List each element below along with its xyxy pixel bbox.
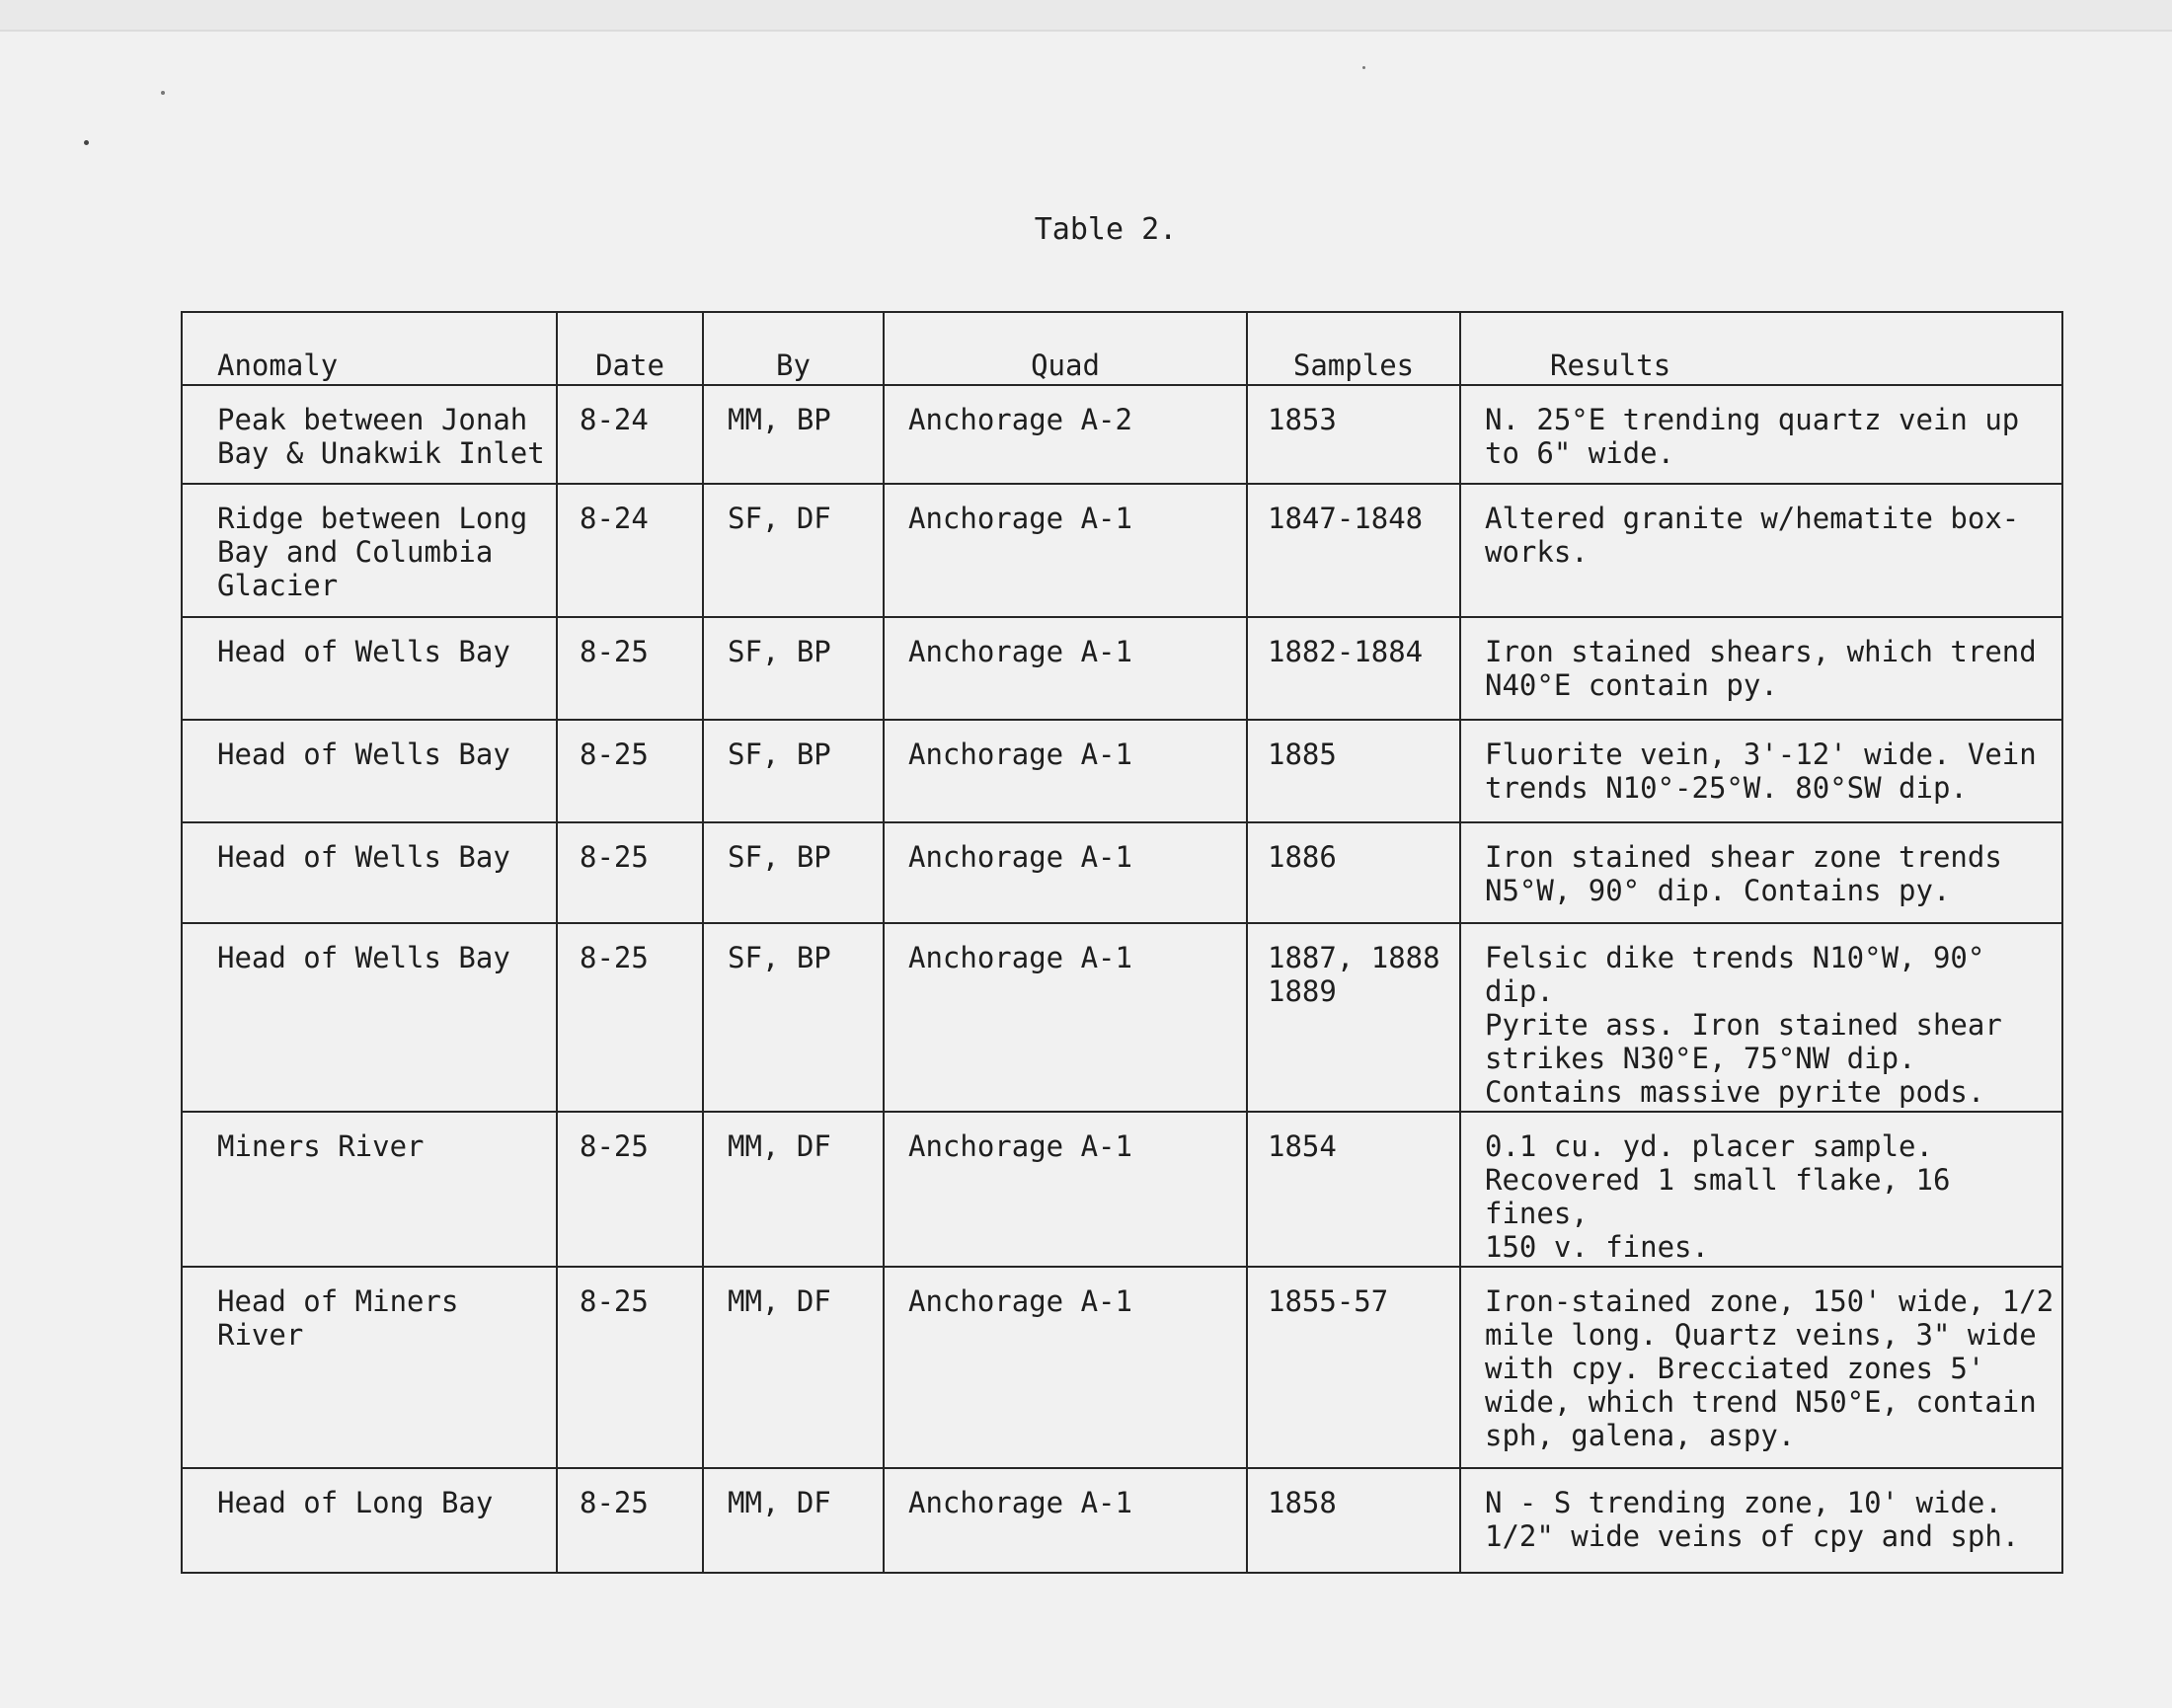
cell-anomaly: Ridge between Long Bay and Columbia Glacier [182, 484, 557, 617]
cell-quad: Anchorage A-2 [884, 385, 1247, 484]
cell-results: Fluorite vein, 3'-12' wide. Vein trends N10°-25°W. 80°SW dip. [1460, 720, 2062, 822]
table-row [182, 484, 2062, 617]
cell-samples: 1882-1884 [1247, 617, 1460, 720]
cell-samples: 1854 [1247, 1112, 1460, 1267]
cell-date: 8-24 [557, 385, 703, 484]
cell-by: MM, BP [703, 385, 884, 484]
cell-date: 8-25 [557, 1112, 703, 1267]
cell-by: SF, BP [703, 822, 884, 923]
table-row [182, 1468, 2062, 1573]
cell-samples: 1885 [1247, 720, 1460, 822]
cell-by: SF, BP [703, 617, 884, 720]
cell-quad: Anchorage A-1 [884, 1468, 1247, 1573]
cell-quad: Anchorage A-1 [884, 822, 1247, 923]
table-header-row [182, 312, 2062, 385]
cell-samples: 1886 [1247, 822, 1460, 923]
cell-results: Iron stained shear zone trends N5°W, 90° dip. Contains py. [1460, 822, 2062, 923]
header-anomaly: Anomaly [182, 312, 557, 385]
scan-speck [161, 91, 165, 95]
cell-anomaly: Head of Wells Bay [182, 822, 557, 923]
cell-samples: 1855-57 [1247, 1267, 1460, 1468]
cell-date: 8-25 [557, 1267, 703, 1468]
cell-quad: Anchorage A-1 [884, 617, 1247, 720]
scan-speck [84, 140, 89, 145]
cell-results: N. 25°E trending quartz vein up to 6" wide. [1460, 385, 2062, 484]
table-row [182, 720, 2062, 822]
cell-results: Iron-stained zone, 150' wide, 1/2 mile long. Quartz veins, 3" wide with cpy. Brecciated zones 5' wide, which trend N50°E, contain sph, galena, aspy. [1460, 1267, 2062, 1468]
cell-anomaly: Head of Miners River [182, 1267, 557, 1468]
table-title: Table 2. [1034, 212, 1178, 247]
cell-anomaly: Head of Long Bay [182, 1468, 557, 1573]
table-row [182, 1112, 2062, 1267]
header-date: Date [557, 312, 703, 385]
cell-quad: Anchorage A-1 [884, 1112, 1247, 1267]
cell-results: Altered granite w/hematite box- works. [1460, 484, 2062, 617]
cell-by: MM, DF [703, 1112, 884, 1267]
cell-samples: 1887, 1888 1889 [1247, 923, 1460, 1112]
table-row [182, 1267, 2062, 1468]
anomaly-table [181, 311, 2063, 1574]
header-results: Results [1460, 312, 2062, 385]
cell-by: SF, DF [703, 484, 884, 617]
table-row [182, 822, 2062, 923]
cell-quad: Anchorage A-1 [884, 923, 1247, 1112]
cell-results: N - S trending zone, 10' wide. 1/2" wide veins of cpy and sph. [1460, 1468, 2062, 1573]
cell-anomaly: Head of Wells Bay [182, 923, 557, 1112]
table-row [182, 617, 2062, 720]
cell-date: 8-24 [557, 484, 703, 617]
cell-anomaly: Miners River [182, 1112, 557, 1267]
cell-date: 8-25 [557, 822, 703, 923]
cell-anomaly: Peak between Jonah Bay & Unakwik Inlet [182, 385, 557, 484]
cell-samples: 1853 [1247, 385, 1460, 484]
header-quad: Quad [884, 312, 1247, 385]
cell-date: 8-25 [557, 923, 703, 1112]
cell-results: Iron stained shears, which trend N40°E contain py. [1460, 617, 2062, 720]
cell-anomaly: Head of Wells Bay [182, 617, 557, 720]
cell-by: MM, DF [703, 1468, 884, 1573]
cell-results: Felsic dike trends N10°W, 90° dip. Pyrite ass. Iron stained shear strikes N30°E, 75°NW dip. Contains massive pyrite pods. [1460, 923, 2062, 1112]
scan-speck [1362, 66, 1365, 69]
cell-by: SF, BP [703, 923, 884, 1112]
table-row [182, 385, 2062, 484]
cell-date: 8-25 [557, 617, 703, 720]
cell-quad: Anchorage A-1 [884, 1267, 1247, 1468]
cell-date: 8-25 [557, 1468, 703, 1573]
cell-quad: Anchorage A-1 [884, 720, 1247, 822]
table-row [182, 923, 2062, 1112]
cell-quad: Anchorage A-1 [884, 484, 1247, 617]
cell-by: SF, BP [703, 720, 884, 822]
cell-samples: 1858 [1247, 1468, 1460, 1573]
cell-samples: 1847-1848 [1247, 484, 1460, 617]
cell-results: 0.1 cu. yd. placer sample. Recovered 1 small flake, 16 fines, 150 v. fines. [1460, 1112, 2062, 1267]
cell-date: 8-25 [557, 720, 703, 822]
cell-anomaly: Head of Wells Bay [182, 720, 557, 822]
header-by: By [703, 312, 884, 385]
cell-by: MM, DF [703, 1267, 884, 1468]
header-samples: Samples [1247, 312, 1460, 385]
